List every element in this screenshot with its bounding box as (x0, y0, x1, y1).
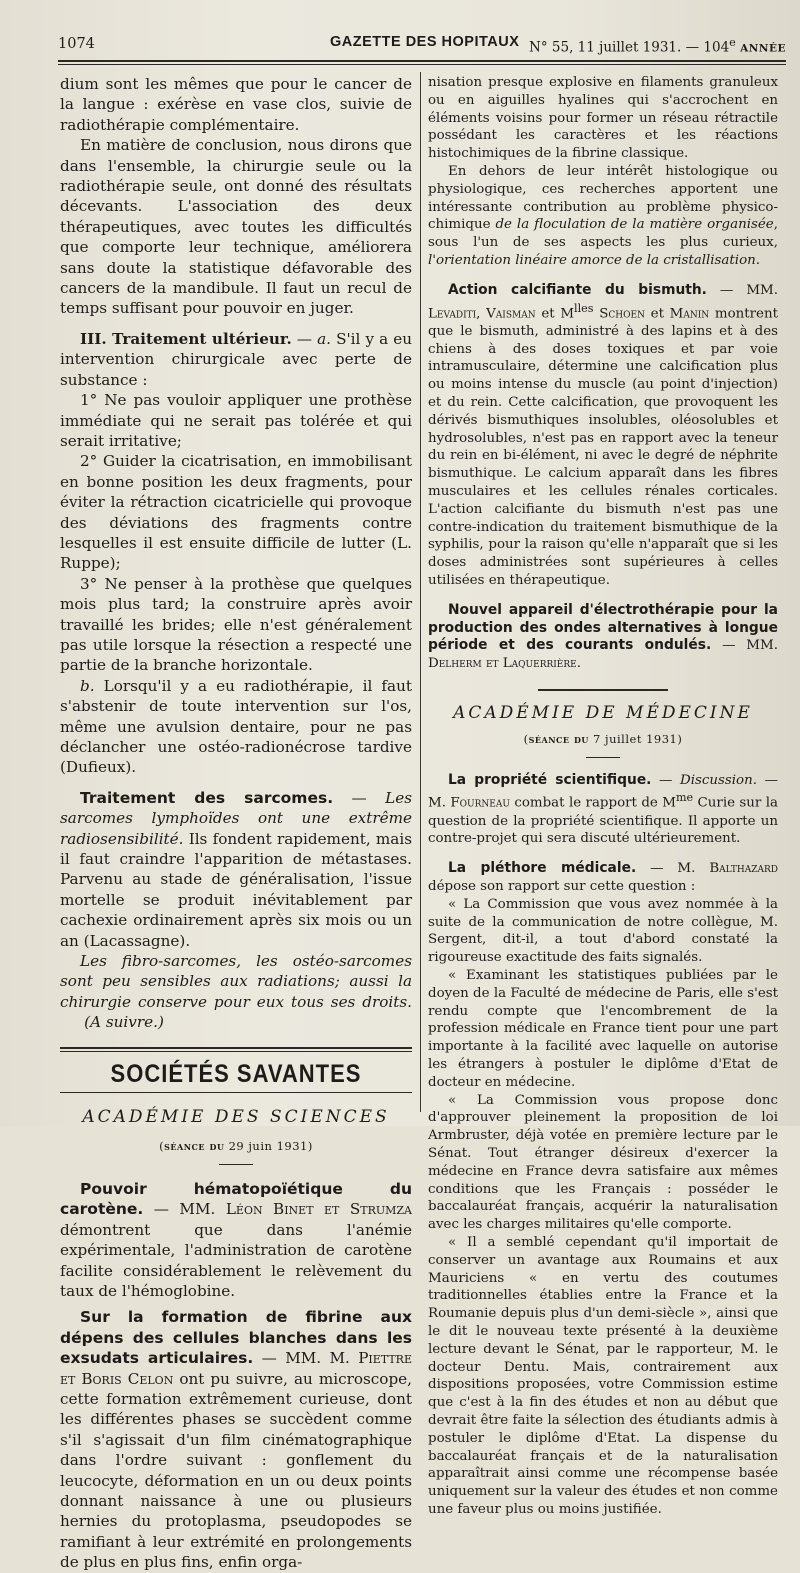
quote-paragraph: « La Commission vous propose donc d'approuver pleinement la proposition de loi Armbruster, déjà votée en première lecture par le Sénat. Tout étranger désireux d'exercer la médecine en France devra satisfaire aux mêmes conditions que les Français : posséder le baccalauréat français, acquérir la naturalisation avec les charges militaires qu'elle comporte. (428, 1092, 778, 1233)
subheading: La propriété scientifique. (448, 771, 652, 788)
paragraph: Pouvoir hématopoïétique du carotène. — MM. Léon Binet et Strumza démontrent que dans l'anémie expérimentale, l'administration de carotène facilite considérablement le relèvement du taux de l'hémoglobine. (60, 1179, 412, 1300)
paragraph: La pléthore médicale. — M. Balthazard dépose son rapport sur cette question : (428, 860, 778, 895)
paragraph: dium sont les mêmes que pour le cancer de la langue : exérèse en vase clos, suivie de radiothérapie complémentaire. (60, 75, 412, 134)
header-rule-thin (58, 64, 786, 65)
section-rule (60, 1047, 412, 1049)
subheading: Pouvoir hématopoïétique du carotène. (60, 1179, 412, 1219)
list-item: 2° Guider la cicatrisation, en immobilisant en bonne position les deux fragments, pour éviter la rétraction cicatricielle qui provoque des déviations des fragments contre lesquelles il est ensuite difficile de lutter (L. Ruppe); (60, 452, 412, 573)
paragraph: En dehors de leur intérêt histologique ou physiologique, ces recherches apportent une intéressante contribution au problème physico-chimique de la floculation de la matière organisée, sous l'un de ses aspects les plus curieux, l'orientation linéaire amorce de la cristallisation. (428, 163, 778, 268)
subheading: Nouvel appareil d'électrothérapie pour la production des ondes alternatives à longue période et des courants ondulés. (428, 601, 778, 654)
subheading: Sur la formation de fibrine aux dépens des cellules blanches dans les exsudats articulaires. (60, 1308, 412, 1368)
quote-paragraph: « Examinant les statistiques publiées par le doyen de la Faculté de médecine de Paris, elle s'est rendu compte que l'encombrement de la profession médicale en France tient pour une part importante à la facilité avec laquelle on autorise les étrangers à postuler le diplôme d'Etat de docteur en médecine. (428, 968, 778, 1090)
section-title: SOCIÉTÉS SAVANTES (110, 1058, 362, 1088)
left-column (60, 74, 412, 1573)
list-item: 3° Ne penser à la prothèse que quelques mois plus tard; la construire après avoir travaillé les brides; elle n'est généralement pas utile lorsque la résection a respecté une partie de la branche horizontale. (60, 574, 412, 675)
column-divider (420, 72, 421, 1112)
paragraph: Sur la formation de fibrine aux dépens des cellules blanches dans les exsudats articulaires. — MM. M. Piettre et Boris Celon ont pu suivre, au microscope, cette formation extrêmement curieuse, dont les différentes phases se succèdent comme s'il s'agissait d'un film cinématographique dans l'ordre suivant : gonflement du leucocyte, déformation en un ou deux points donnant naissance à une ou plusieurs hernies du protoplasma, pseudopodes se ramifiant à leur extrémité en prolongements de plus en plus fins, enfin orga- (60, 1308, 412, 1572)
issue-info: N° 55, 11 juillet 1931. — 104e ANNÉE (529, 36, 786, 56)
session-date: (séance du 7 juillet 1931) (523, 731, 683, 746)
paragraph: Traitement des sarcomes. — Les sarcomes lymphoïdes ont une extrême radiosensibilité. Ils fondent rapidement, mais il faut craindre l'apparition de métastases. Parvenu au stade de généralisation, l'issue mortelle se produit inévitablement par cachexie ordinairement après six mois ou un an (Lacassagne). (60, 788, 413, 950)
subheading: III. Traitement ultérieur. (80, 329, 292, 348)
right-column (428, 74, 778, 1519)
section-rule (538, 689, 668, 691)
subheading: La pléthore médicale. (448, 860, 637, 877)
session-date: (séance du 29 juin 1931) (159, 1138, 313, 1153)
paragraph: En matière de conclusion, nous dirons que dans l'ensemble, la chirurgie seule ou la radiothérapie seule, ont donné des résultats décevants. L'association des deux thérapeutiques, avec toutes les difficultés que comporte leur technique, améliorera sans doute la statistique défavorable des cancers de la mandibule. Il faut un recul de temps suffisant pour pouvoir en juger. (60, 136, 412, 318)
paragraph: Action calcifiante du bismuth. — MM. Levaditi, Vaisman et $M^{lles}$ Schoen et Manin montrent que le bismuth, administré à des lapins et à des chiens à des doses toxiques et par voie intramusculaire, détermine une calcification plus ou moins intense du muscle (au point d'injection) et du rein. Cette calcification, que provoquent les dérivés bismuthiques insolubles, oléosolubles et hydrosolubles, n'est pas en rapport avec la teneur du rein en bi-élément, ni avec le degré de néphrite bismuthique. Le calcium apparaît dans les fibres musculaires et les cellules rénales corticales. L'action calcifiante du bismuth n'est pas une contre-indication du traitement bismuthique de la syphilis, pour la raison qu'elle n'apparaît que si les doses administrées sont supérieures à celles utilisées en thérapeutique. (428, 281, 779, 588)
paragraph: b. Lorsqu'il y a eu radiothérapie, il faut s'abstenir de toute intervention sur l'os, même une avulsion dentaire, pour ne pas déclancher une ostéo-radionécrose tardive (Dufieux). (60, 676, 412, 777)
to-be-continued: (A suivre.) (84, 1013, 164, 1032)
paragraph: III. Traitement ultérieur. — a. S'il y a eu intervention chirurgicale avec perte de substance : (60, 329, 412, 389)
quote-paragraph: « Il a semblé cependant qu'il importait de conserver un avantage aux Roumains et aux Mauriciens « en vertu des coutumes traditionnelles établies entre la France et la Roumanie depuis plus d'un demi-siècle », ainsi que le dit le nouveau texte présenté à la deuxième lecture devant le Sénat, par le rapporteur, M. le docteur Dentu. Mais, contrairement aux dispositions proposées, votre Commission estime que c'est à la fin des études et non au début que devrait être faite la sélection des étudiants admis à postuler le diplôme d'Etat. La dispense du baccalauréat français et de la naturalisation apparaîtrait ainsi comme une récompense basée uniquement sur la valeur des études et non comme une faveur plus ou moins justifiée. (428, 1234, 778, 1517)
page-number: 1074 (58, 36, 95, 52)
paragraph: Les fibro-sarcomes, les ostéo-sarcomes sont peu sensibles aux radiations; aussi la chirurgie conserve pour eux tous ses droits. (A suivre.) (60, 952, 412, 1032)
list-item: 1° Ne pas vouloir appliquer une prothèse immédiate qui ne serait pas tolérée et qui serait irritative; (60, 391, 412, 450)
subheading: Action calcifiante du bismuth. (448, 281, 707, 298)
paragraph: nisation presque explosive en filaments granuleux ou en aiguilles hyalines qui s'accrochent en éléments voisins pour former un réseau rétractile possédant les caractères et les réactions histochimiques de la fibrine classique. (428, 75, 778, 162)
academy-heading: ACADÉMIE DE MÉDECINE (453, 702, 753, 723)
paragraph: La propriété scientifique. — Discussion. — M. Fourneau combat le rapport de $M^{me}$ Curie sur la question de la propriété scientifique. Il apporte un contre-projet qui sera discuté ultérieurement. (428, 771, 778, 847)
academy-heading: ACADÉMIE DES SCIENCES (82, 1107, 390, 1128)
journal-title: GAZETTE DES HOPITAUX (330, 34, 520, 50)
subheading: Traitement des sarcomes. (80, 788, 334, 807)
paragraph: Nouvel appareil d'électrothérapie pour la production des ondes alternatives à longue période et des courants ondulés. — MM. Delherm et Laquerrière. (428, 601, 778, 672)
quote-paragraph: « La Commission que vous avez nommée à la suite de la communication de notre collègue, M. Sergent, dit-il, a tout d'abord constaté la rigoureuse exactitude des faits signalés. (428, 896, 778, 966)
page-header (58, 34, 786, 56)
header-rule (58, 60, 786, 62)
